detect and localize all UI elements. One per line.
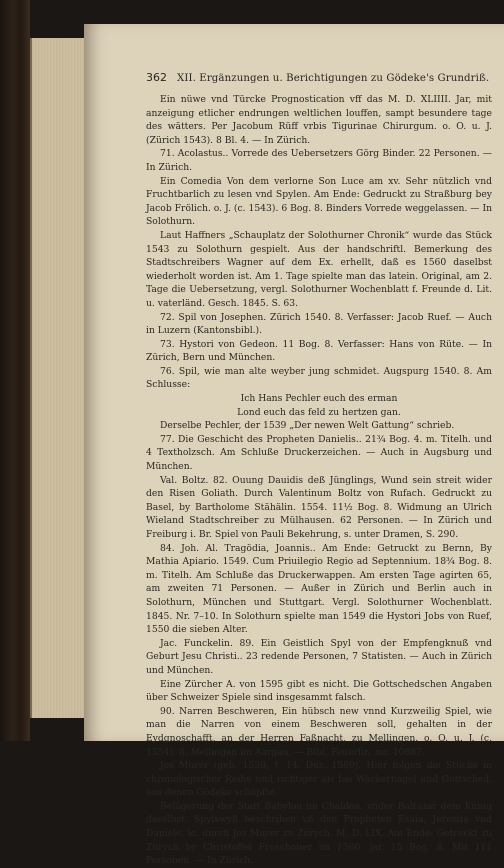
page-edges: [30, 38, 86, 718]
paragraph: Belägerung der Statt Babylon im Chaldea, vnder Baltazar dem Künig daselbst. Spylswyß beschriben vß den Propheten Esaia, Jeremia vnd Daniele, ic. durch Jos Murer zu Zürych. M. D. LIX. Am Ende: Getruckt zu Zürych by Christoffel Froschouer im 1560. jar. 15 Bog. 8. Mit 111 Personen. — In Zürich.: [146, 800, 492, 867]
verse-line: Lond euch das feld zu hertzen gan.: [237, 406, 401, 418]
paragraph: 90. Narren Beschweren, Ein hübsch new vnnd Kurzweilig Spiel, wie man die Narren von einem Beschweren soll, gehalten in der Eydgnoschafft, an der Herren Faßnacht, zu Mellingen. o. O. u. J. (c. 1554). 8. Mellingen im Aargau. — Bibl. Feuerlin. no. 10887.: [146, 705, 492, 758]
paragraph: 71. Acolastus.. Vorrede des Uebersetzers Görg Binder. 22 Personen. — In Zürich.: [146, 148, 492, 173]
body-text-continued: [146, 419, 492, 868]
paragraph: 72. Spil von Josephen. Zürich 1540. 8. Verfasser: Jacob Ruef. — Auch in Luzern (Kantonsbibl.).: [146, 311, 492, 337]
paragraph: 84. Joh. Al. Tragödia, Joannis.. Am Ende: Getruckt zu Bernn, By Mathia Apiario. 1549. Cum Priuilegio Regio ad Septennium. 18¾ Bog. 8. m. Titelh. Am Schluße das Druckerwappen. Am ersten Tage agirten 65, am zweiten 71 Personen. — Außer in Zürich und Berlin auch in Solothurn, München und Stuttgart. Vergl. Solothurner Wochenblatt. 1845. Nr. 7–10. In Solothurn spielte man 1549 die Hystori Jobs von Ruef, 1550 die sieben Alter.: [146, 542, 492, 636]
paragraph: 77. Die Geschicht des Propheten Danielis.. 21¾ Bog. 4. m. Titelh. und 4 Textholzsch. Am Schluße Druckerzeichen. — Auch in Augsburg und München.: [146, 433, 492, 473]
paragraph: Derselbe Pechler, der 1539 „Der newen Welt Gattung“ schrieb.: [160, 420, 455, 432]
paragraph: 76. Spil, wie man alte weyber jung schmidet. Augspurg 1540. 8. Am Schlusse:: [146, 365, 492, 391]
running-title: XII. Ergänzungen u. Berichtigungen zu Gödeke's Grundriß.: [177, 73, 490, 84]
page-content: [146, 71, 492, 868]
paragraph: Val. Boltz. 82. Ouung Dauidis deß Jünglings, Wund sein streit wider den Risen Goliath. Durch Valentinum Boltz von Rufach. Gedruckt zu Basel, by Bartholome Stähälin. 1554. 11½ Bog. 8. Widmung an Ulrich Wieland Stadtschreiber zu Mülhausen. 62 Personen. — In Zürich und Freiburg i. Br. Spiel von Pauli Bekehrung, s. unter Dramen, S. 290.: [146, 474, 492, 540]
paragraph: Laut Haffners „Schauplatz der Solothurner Chronik“ wurde das Stück 1543 zu Solothurn gespielt. Aus der handschriftl. Bemerkung des Stadtschreibers Wagner auf dem Ex. erhellt, daß es 1560 daselbst wiederholt worden ist. Am 1. Tage spielte man das latein. Original, am 2. Tage die Uebersetzung, vergl. Solothurner Wochenblatt f. Freunde d. Lit. u. vaterländ. Gesch. 1845. S. 63.: [146, 229, 492, 309]
book-spine: [0, 0, 30, 741]
paragraph: Jos Murer (geb. 1530, † 14. Dez. 1580). Hier folgen die Stücke in chronologischer Reihe und richtiger als bei Wackernagel und Gottsched, aus denen Gödeke schöpfte.: [146, 760, 492, 799]
paragraph: Eine Zürcher A. von 1595 gibt es nicht. Die Gottschedschen Angaben über Schweizer Spiele sind insgesammt falsch.: [146, 678, 492, 704]
verse: [146, 392, 492, 419]
verse-line: Ich Hans Pechler euch des erman: [240, 393, 398, 405]
book-page: [84, 24, 504, 867]
paragraph: Ein nüwe vnd Türcke Prognostication vff das M. D. XLIIII. Jar, mit anzeigung etlicher endrungen weltlichen louffen, sampt besundere tage des wätters. Per Jacobum Rüff vrbis Tigurinae Chirurgum. o. O. u. J. (Zürich 1543). 8 Bl. 4. — In Zürich.: [146, 94, 492, 146]
page-number: 362: [146, 71, 167, 84]
paragraph: 73. Hystori von Gedeon. 11 Bog. 8. Verfasser: Hans von Rüte. — In Zürich, Bern und München.: [146, 338, 492, 364]
page-header: [146, 71, 492, 88]
paragraph: Jac. Funckelin. 89. Ein Geistlich Spyl von der Empfengknuß vnd Geburt Jesu Christi.. 23 redende Personen, 7 Statisten. — Auch in Zürich und München.: [146, 637, 492, 676]
body-text: [146, 93, 492, 392]
paragraph: Ein Comedia Von dem verlorne Son Luce am xv. Sehr nützlich vnd Fruchtbarlich zu lesen vnd Spylen. Am Ende: Gedruckt zu Straßburg bey Jacob Frölich. o. J. (c. 1543). 6 Bog. 8. Binders Vorrede weggelassen. — In Solothurn.: [146, 175, 492, 228]
